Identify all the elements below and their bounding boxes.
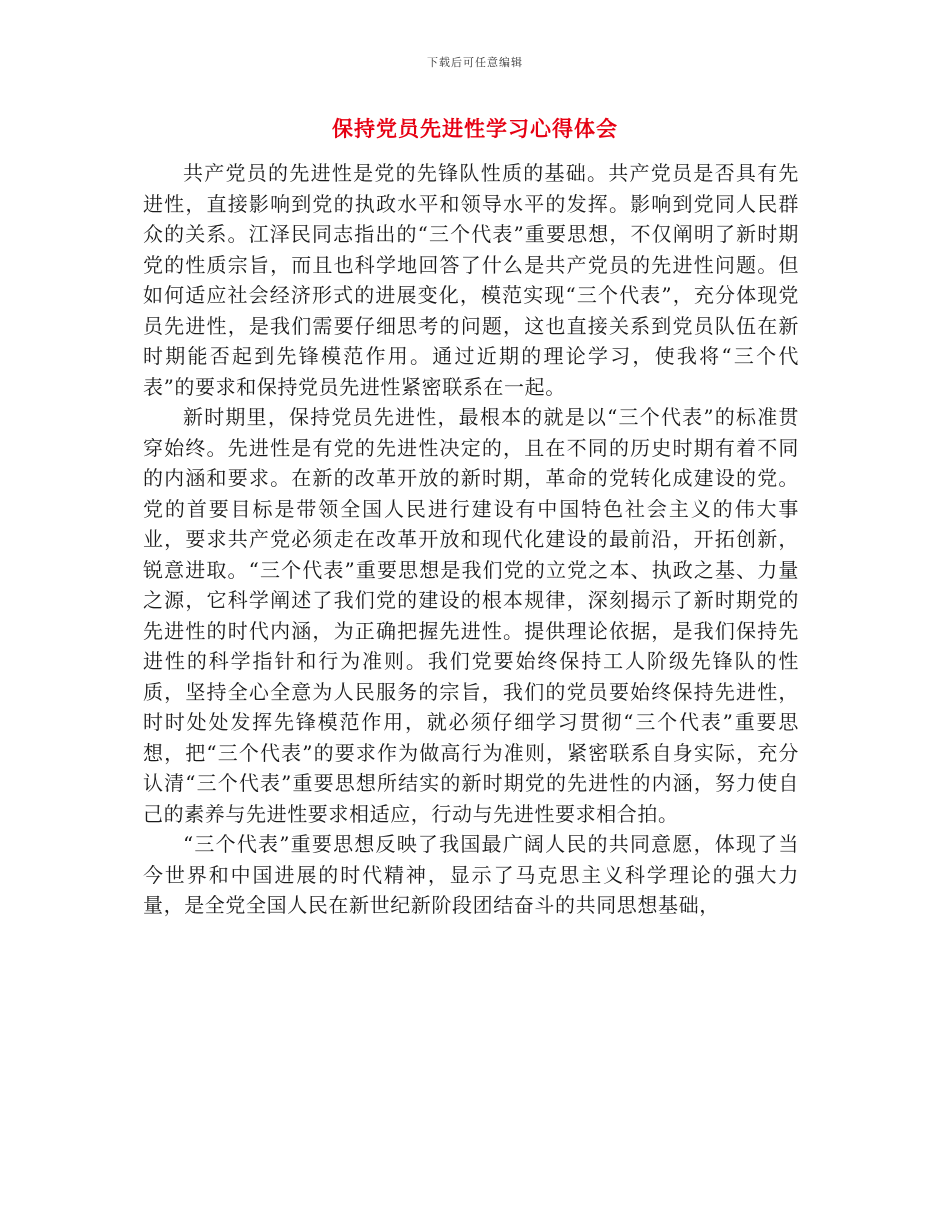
paragraph-1: 共产党员的先进性是党的先锋队性质的基础。共产党员是否具有先进性，直接影响到党的执政水平和领导水平的发挥。影响到党同人民群众的关系。江泽民同志指出的“三个代表”重要思想，不仅阐明了新时期党的性质宗旨，而且也科学地回答了什么是共产党员的先进性问题。但如何适应社会经济形式的进展变化，模范实现“三个代表”，充分体现党员先进性，是我们需要仔细思考的问题，这也直接关系到党员队伍在新时期能否起到先锋模范作用。通过近期的理论学习，使我将“三个代表”的要求和保持党员先进性紧密联系在一起。: [143, 161, 799, 399]
page-header: 下载后可任意编辑: [427, 56, 523, 69]
paragraph-2: 新时期里，保持党员先进性，最根本的就是以“三个代表”的标准贯穿始终。先进性是有党的先进性决定的，且在不同的历史时期有着不同的内涵和要求。在新的改革开放的新时期，革命的党转化成建设的党。党的首要目标是带领全国人民进行建设有中国特色社会主义的伟大事业，要求共产党必须走在改革开放和现代化建设的最前沿，开拓创新，锐意进取。“三个代表”重要思想是我们党的立党之本、执政之基、力量之源，它科学阐述了我们党的建设的根本规律，深刻揭示了新时期党的先进性的时代内涵，为正确把握先进性。提供理论依据，是我们保持先进性的科学指针和行为准则。我们党要始终保持工人阶级先锋队的性质，坚持全心全意为人民服务的宗旨，我们的党员要始终保持先进性，时时处处发挥先锋模范作用，就必须仔细学习贯彻“三个代表”重要思想，把“三个代表”的要求作为做高行为准则，紧密联系自身实际，充分认清“三个代表”重要思想所结实的新时期党的先进性的内涵，努力使自己的素养与先进性要求相适应，行动与先进性要求相合拍。: [143, 405, 799, 826]
document-body: [143, 158, 799, 921]
document-title: 保持党员先进性学习心得体会: [332, 116, 618, 141]
paragraph-3: “三个代表”重要思想反映了我国最广阔人民的共同意愿，体现了当今世界和中国进展的时代精神，显示了马克思主义科学理论的强大力量，是全党全国人民在新世纪新阶段团结奋斗的共同思想基础，: [143, 832, 799, 917]
